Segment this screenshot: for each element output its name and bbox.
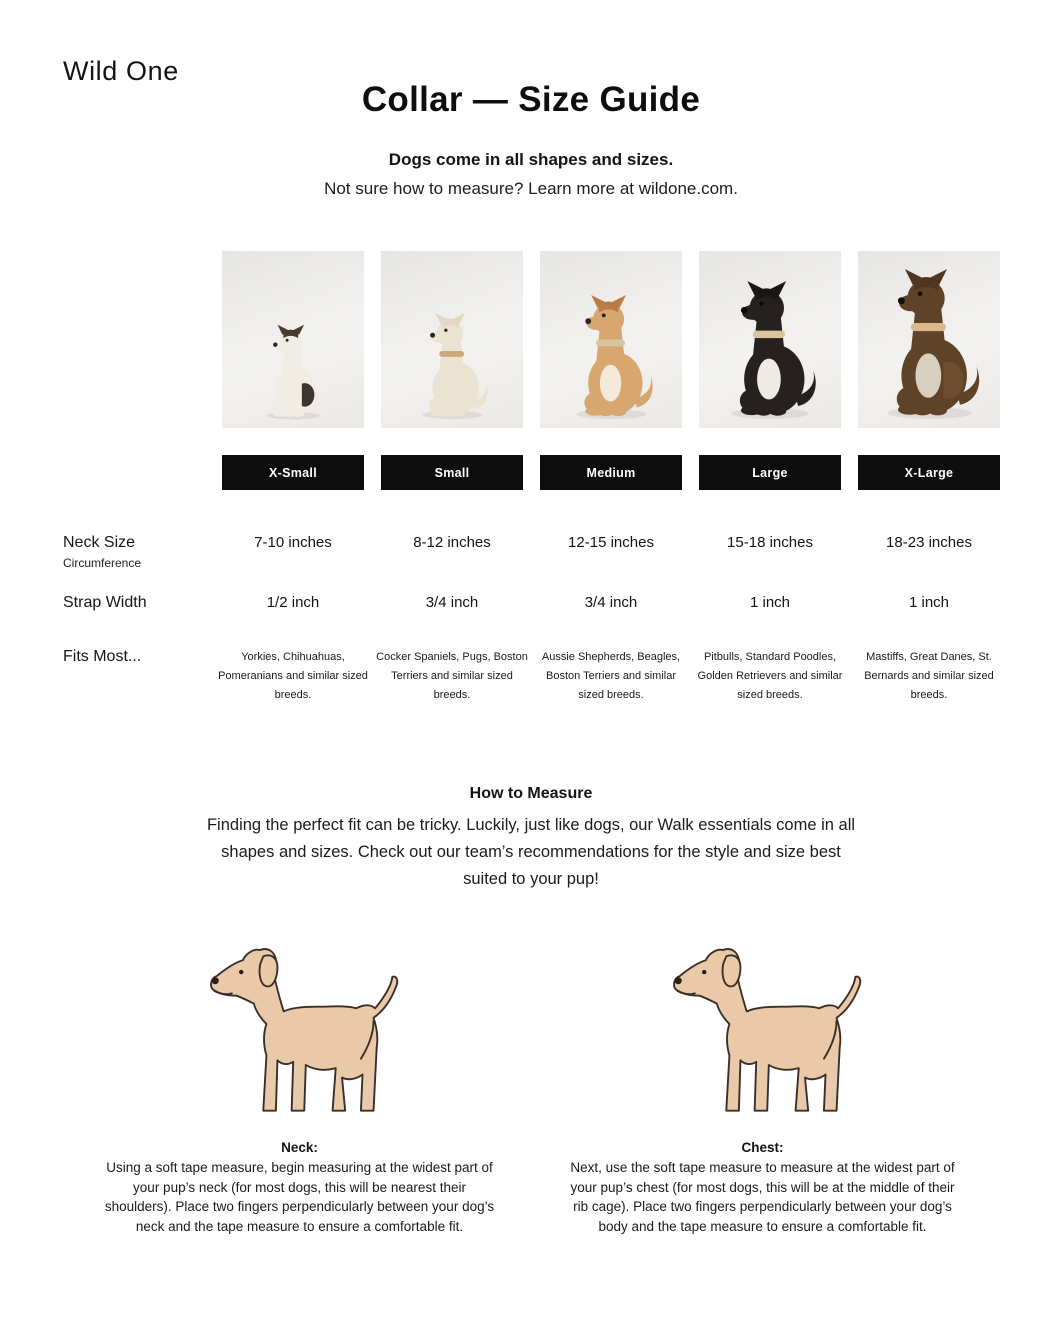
dog-collar	[910, 323, 945, 331]
dog-photo-large	[699, 251, 841, 428]
strap-width-label: Strap Width	[63, 594, 147, 611]
fits-most-small: Cocker Spaniels, Pugs, Boston Terriers and similar sized breeds.	[376, 651, 528, 701]
dog-photo-x-small	[222, 251, 364, 428]
measure-illustrations	[0, 939, 1062, 1236]
sitting-dog-illustration	[871, 268, 988, 420]
how-to-measure-body: Finding the perfect fit can be tricky. Luckily, just like dogs, our Walk essentials come in all shapes and sizes. Check out our team’s recommendations for the style and size best suited to your pup!	[206, 816, 856, 888]
fits-most-label: Fits Most...	[63, 648, 142, 665]
neck-size-label: Neck Size	[63, 534, 136, 551]
neck-label: Neck:	[281, 1140, 318, 1155]
header	[0, 0, 1062, 199]
standing-dog-illustration	[197, 939, 402, 1128]
sitting-dog-illustration	[411, 312, 494, 420]
neck-measure-section	[97, 939, 502, 1236]
neck-size-x-small: 7-10 inches	[254, 534, 332, 551]
chest-instructions: Next, use the soft tape measure to measure at the widest part of your pup’s chest (for most dogs, this will be at the middle of their rib cage). Place two fingers perpendicularly between your dog’s body and the tape measure to ensure a comfortable fit.	[570, 1160, 955, 1234]
sitting-dog-illustration	[563, 294, 660, 420]
neck-size-large: 15-18 inches	[727, 534, 813, 551]
row-label-neck-size	[63, 534, 205, 570]
strap-width-large: 1 inch	[749, 594, 791, 611]
size-label-x-small: X-Small	[222, 455, 364, 490]
fits-most-x-small: Yorkies, Chihuahuas, Pomeranians and similar sized breeds.	[218, 651, 368, 701]
strap-width-small: 3/4 inch	[425, 594, 479, 611]
dog-collar	[281, 359, 303, 364]
subtitle-bold: Dogs come in all shapes and sizes.	[388, 150, 674, 169]
standing-dog-illustration	[660, 939, 865, 1128]
neck-size-small: 8-12 inches	[413, 534, 491, 551]
dog-collar	[753, 331, 785, 339]
strap-width-medium: 3/4 inch	[584, 594, 638, 611]
neck-size-x-large: 18-23 inches	[886, 534, 972, 551]
chest-label: Chest:	[741, 1140, 784, 1155]
fits-most-medium: Aussie Shepherds, Beagles, Boston Terriers and similar sized breeds.	[541, 651, 681, 701]
strap-width-x-large: 1 inch	[908, 594, 950, 611]
size-label-medium: Medium	[540, 455, 682, 490]
dog-photo-x-large	[858, 251, 1000, 428]
size-label-large: Large	[699, 455, 841, 490]
brand-logo: Wild One	[63, 56, 179, 86]
strap-width-x-small: 1/2 inch	[266, 594, 320, 611]
photo-row-spacer	[63, 251, 205, 428]
bar-row-spacer	[63, 455, 205, 490]
dog-photo-medium	[540, 251, 682, 428]
neck-size-row	[63, 534, 1062, 570]
size-label-row	[63, 455, 1062, 490]
page-title: Collar — Size Guide	[361, 80, 701, 119]
dog-collar	[439, 351, 464, 357]
fits-most-large: Pitbulls, Standard Poodles, Golden Retrievers and similar sized breeds.	[697, 651, 843, 701]
dog-photo-small	[381, 251, 523, 428]
dog-collar	[595, 340, 624, 347]
fits-most-row	[63, 648, 1062, 705]
chest-measure-section	[560, 939, 965, 1236]
sitting-dog-illustration	[256, 324, 330, 420]
circumference-label: Circumference	[63, 556, 142, 570]
strap-width-row	[63, 594, 1062, 612]
subtitle: Not sure how to measure? Learn more at wildone.com.	[324, 179, 738, 198]
how-to-measure-title: How to Measure	[469, 785, 593, 802]
dog-photo-row	[63, 251, 1062, 428]
fits-most-x-large: Mastiffs, Great Danes, St. Bernards and similar sized breeds.	[864, 651, 994, 701]
sitting-dog-illustration	[716, 280, 824, 420]
size-label-x-large: X-Large	[858, 455, 1000, 490]
neck-size-medium: 12-15 inches	[568, 534, 654, 551]
neck-instructions: Using a soft tape measure, begin measuring at the widest part of your pup’s neck (for most dogs, this will be nearest their shoulders). Place two fingers perpendicularly between your dog’s neck and the tape measure to ensure a comfortable fit.	[104, 1160, 495, 1234]
size-label-small: Small	[381, 455, 523, 490]
